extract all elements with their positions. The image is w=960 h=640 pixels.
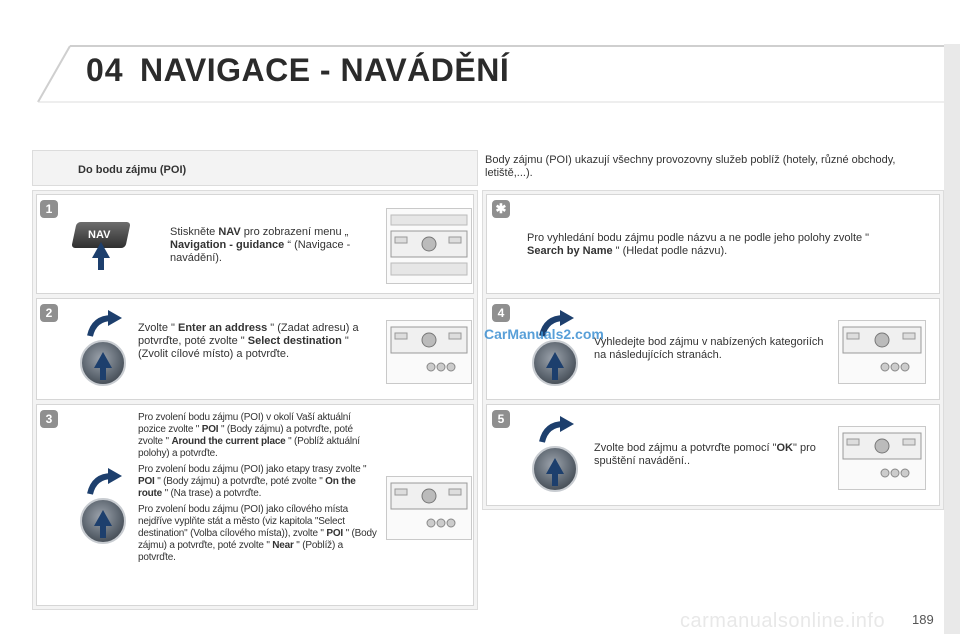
step-3-badge: 3 xyxy=(40,410,58,428)
chapter-title: NAVIGACE - NAVÁDĚNÍ xyxy=(140,52,510,88)
watermark-top: CarManuals2.com xyxy=(484,326,604,342)
chapter-number: 04 xyxy=(86,52,124,88)
rotate-arrow-icon xyxy=(538,416,574,444)
rotate-arrow-icon xyxy=(86,310,122,338)
step-1-text: Stiskněte NAV pro zobrazení menu „ Navigation - guidance “ (Navigace - navádění). xyxy=(170,226,351,264)
rotate-arrow-icon xyxy=(86,468,122,496)
page-edge-bar xyxy=(944,44,960,634)
step-3-paragraph: Pro zvolení bodu zájmu (POI) jako etapy trasy zvolte " POI " (Body zájmu) a potvrďte, poté zvolte " On the route " (Na trase) a potvrďte. xyxy=(138,464,367,499)
step-5-badge: 5 xyxy=(492,410,510,428)
radio-device-icon xyxy=(386,208,472,284)
step-3-paragraph: Pro zvolení bodu zájmu (POI) v okolí Vaší aktuální pozice zvolte " POI " (Body zájmu) a potvrďte, poté zvolte " Around the current place " (Poblíž aktuální polohy) a potvrďte. xyxy=(138,412,360,459)
step-4-badge: 4 xyxy=(492,304,510,322)
step-2-text: Zvolte " Enter an address " (Zadat adresu) a potvrďte, poté zvolte " Select destination " (Zvolit cílové místo) a potvrďte. xyxy=(138,322,359,360)
poi-intro-text: Body zájmu (POI) ukazují všechny provozovny služeb poblíž (hotely, různé obchody, letiště,...). xyxy=(485,154,896,179)
footer-watermark: carmanualsonline.info xyxy=(680,610,886,632)
poi-section-title: Do bodu zájmu (POI) xyxy=(78,164,187,176)
radio-device-icon xyxy=(386,320,472,384)
step-3-paragraph: Pro zvolení bodu zájmu (POI) jako cílového místa nejdříve vyplňte stát a město (viz kapitola "Select destination" (Volba cílového místa)), zvolte " POI " (Body zájmu) a potvrďte, poté zvolte " Near " (Poblíž) a potvrďte. xyxy=(138,504,377,563)
up-arrow-icon xyxy=(98,258,104,270)
step-4-text: Vyhledejte bod zájmu v nabízených kategoriích na následujících stranách. xyxy=(594,336,824,361)
up-arrow-icon xyxy=(100,368,106,380)
radio-device-icon xyxy=(838,426,926,490)
up-arrow-icon xyxy=(94,510,112,526)
step-2-badge: 2 xyxy=(40,304,58,322)
radio-device-icon xyxy=(386,476,472,540)
up-arrow-icon xyxy=(94,352,112,368)
step-1-badge: 1 xyxy=(40,200,58,218)
tip-text: Pro vyhledání bodu zájmu podle názvu a ne podle jeho polohy zvolte " Search by Name " (Hledat podle názvu). xyxy=(527,232,870,257)
nav-button-label: NAV xyxy=(88,229,111,241)
tip-bulb-icon: ✱ xyxy=(492,200,510,218)
up-arrow-icon xyxy=(100,526,106,538)
step-3-text xyxy=(138,412,378,564)
up-arrow-icon xyxy=(92,242,110,258)
up-arrow-icon xyxy=(546,458,564,474)
radio-device-icon xyxy=(838,320,926,384)
up-arrow-icon xyxy=(552,368,558,380)
step-5-text: Zvolte bod zájmu a potvrďte pomocí "OK" pro spuštění navádění.. xyxy=(594,442,816,467)
up-arrow-icon xyxy=(552,474,558,486)
page-number: 189 xyxy=(912,612,934,627)
up-arrow-icon xyxy=(546,352,564,368)
